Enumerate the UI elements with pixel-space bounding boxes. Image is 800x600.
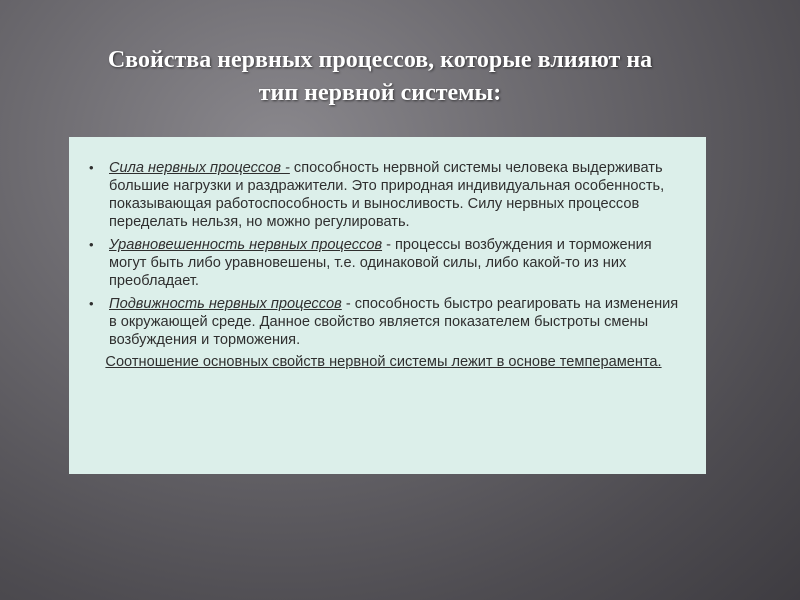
- content-box: [69, 137, 706, 474]
- properties-list: [87, 159, 680, 349]
- definition-strength: способность нервной системы человека выдерживать большие нагрузки и раздражители. Это природная индивидуальная особенность, показывающая работоспособность и выносливость. Силу нервных процессов переделать нельзя, но можно регулировать.: [109, 160, 665, 230]
- term-strength: Сила нервных процессов -: [109, 160, 290, 176]
- summary-text: Соотношение основных свойств нервной системы лежит в основе темперамента.: [105, 354, 662, 370]
- slide-title: Свойства нервных процессов, которые влияют на тип нервной системы:: [107, 47, 653, 106]
- list-item-balance: [87, 236, 680, 290]
- definition-balance: - процессы возбуждения и торможения могут быть либо уравновешены, т.е. одинаковой силы, либо какой-то из них преобладает.: [109, 237, 652, 289]
- term-balance: Уравновешенность нервных процессов: [109, 237, 383, 253]
- bullet-icon: •: [89, 160, 94, 175]
- list-item-mobility: [87, 295, 680, 349]
- definition-mobility: - способность быстро реагировать на изменения в окружающей среде. Данное свойство является показателем быстроты смены возбуждения и торможения.: [109, 296, 679, 348]
- term-mobility: Подвижность нервных процессов: [109, 296, 342, 312]
- list-item-strength: [87, 159, 680, 231]
- bullet-icon: •: [89, 237, 94, 252]
- bullet-icon: •: [89, 296, 94, 311]
